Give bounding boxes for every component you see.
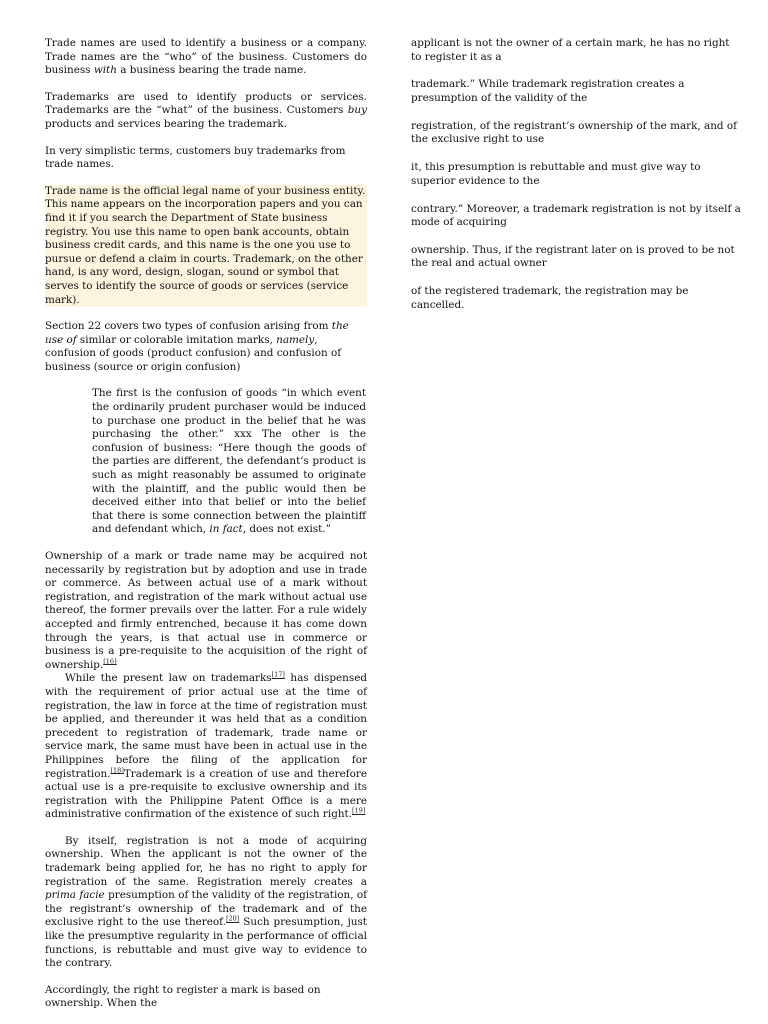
right-paragraph-6: ownership. Thus, if the registrant later on is proved to be not the real and actual owner bbox=[411, 243, 735, 270]
right-column bbox=[411, 37, 741, 327]
paragraph-present-law: While the present law on trademarks[17] has dispensed with the requirement of prior actual use at the time of registration, the law in force at the time of registration must be applied, and thereunder it was held that as a condition precedent to registration of trademark, trade name or service mark, the same must have been in actual use in the Philippines before the filing of the application for registration.[18]Trademark is a creation of use and therefore actual use is a pre-requisite to exclusive ownership and its registration with the Philippine Patent Office is a mere administrative confirmation of the existence of such right.[19] bbox=[45, 670, 367, 821]
footnote-link-18[interactable]: [18] bbox=[110, 766, 124, 775]
right-paragraph-3: registration, of the registrant’s ownership of the mark, and of the exclusive right to use bbox=[411, 119, 737, 146]
right-paragraph-5: contrary.” Moreover, a trademark registration is not by itself a mode of acquiring bbox=[411, 202, 741, 229]
paragraph-trade-name-definition: Trade name is the official legal name of your business entity. This name appears on the incorporation papers and you can find it if you search the Department of State business registry. You use this name to open bank accounts, obtain business credit cards, and this name is the one you use to pursue or defend a claim in courts. Trademark, on the other hand, is any word, design, slogan, sound or symbol that serves to identify the source of goods or services (service mark). bbox=[45, 184, 366, 306]
paragraph-section-22: Section 22 covers two types of confusion arising from the use of similar or colorable imitation marks, namely, confusion of goods (product confusion) and confusion of business (source or origin confusion) bbox=[45, 320, 349, 373]
paragraph-registration-not-mode: By itself, registration is not a mode of acquiring ownership. When the applicant is not the owner of the trademark being applied for, he has no right to apply for registration of the same. Registration merely creates a prima facie presumption of the validity of the registration, of the registrant’s ownership of the trademark and of the exclusive right to the use thereof.[20] Such presumption, just like the presumptive regularity in the performance of official functions, is rebuttable and must give way to evidence to the contrary. bbox=[45, 834, 368, 970]
paragraph-trademarks: Trademarks are used to identify products or services. Trademarks are the “what” of the business. Customers buy products and services bearing the trademark. bbox=[45, 90, 367, 130]
paragraph-simplistic-terms: In very simplistic terms, customers buy trademarks from trade names. bbox=[45, 144, 346, 171]
right-paragraph-7: of the registered trademark, the registration may be cancelled. bbox=[411, 285, 689, 311]
footnote-link-20[interactable]: [20] bbox=[225, 914, 240, 923]
right-paragraph-2: trademark.” While trademark registration creates a presumption of the validity of the bbox=[411, 78, 685, 104]
paragraph-ownership: Ownership of a mark or trade name may be acquired not necessarily by registration but by adoption and use in trade or commerce. As between actual use of a mark without registration, and registration of the mark without actual use thereof, the former prevails over the latter. For a rule widely accepted and firmly entrenched, because it has come down through the years, is that actual use in commerce or business is a pre-requisite to the acquisition of the right of ownership.[16] bbox=[45, 550, 367, 671]
footnote-link-17[interactable]: [17] bbox=[271, 670, 285, 679]
left-column bbox=[45, 37, 367, 1024]
right-paragraph-1: applicant is not the owner of a certain mark, he has no right to register it as a bbox=[411, 37, 730, 63]
right-paragraph-4: it, this presumption is rebuttable and must give way to superior evidence to the bbox=[411, 161, 701, 187]
paragraph-trade-names: Trade names are used to identify a business or a company. Trade names are the “who” of the business. Customers do business with a business bearing the trade name. bbox=[45, 37, 367, 77]
footnote-link-16[interactable]: [16] bbox=[103, 657, 117, 666]
footnote-link-19[interactable]: [19] bbox=[352, 806, 366, 815]
paragraph-accordingly: Accordingly, the right to register a mark is based on ownership. When the bbox=[45, 983, 321, 1010]
block-quote-confusion: The first is the confusion of goods “in which event the ordinarily prudent purchaser would be induced to purchase one product in the belief that he was purchasing the other.” xxx The other is the confusion of business: “Here though the goods of the parties are different, the defendant’s product is such as might reasonably be assumed to originate with the plaintiff, and the public would then be deceived either into that belief or into the belief that there is some connection between the plaintiff and defendant which, in fact, does not exist.” bbox=[92, 387, 366, 536]
